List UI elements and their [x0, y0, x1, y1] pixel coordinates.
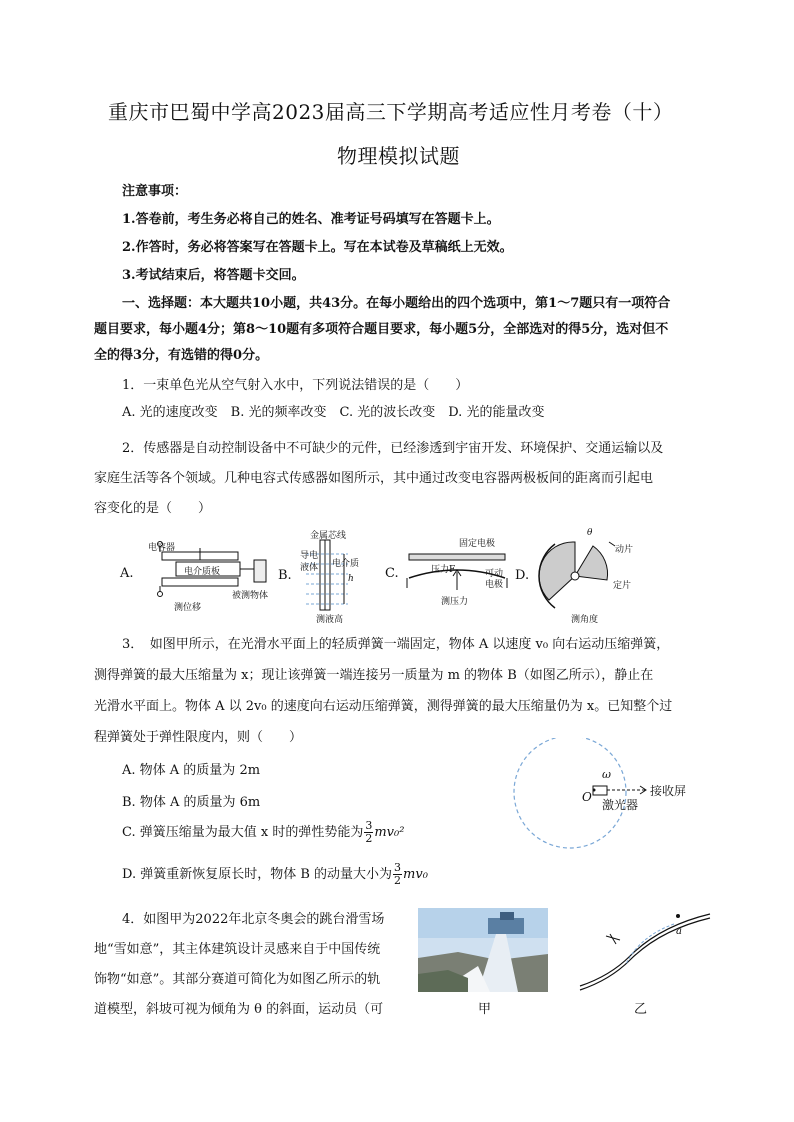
option-c-expression: mv₀² — [374, 825, 405, 840]
label-point-a: a — [676, 926, 682, 937]
section-instructions: 一、选择题：本大题共10小题，共43分。在每小题给出的四个选项中，第1～7题只有一项符合 — [122, 296, 671, 311]
label-liquid: 液体 — [300, 563, 319, 573]
question-2-text: 2．传感器是自动控制设备中不可缺少的元件，已经渗透到宇宙开发、环境保护、交通运输以及 — [122, 441, 664, 456]
fraction-denominator: 2 — [394, 874, 402, 887]
label-pressure-force: 压力F — [431, 565, 456, 575]
figure-c-pressure — [385, 532, 515, 612]
label-center-o: O — [582, 790, 592, 804]
label-dielectric: 电介质 — [332, 559, 360, 569]
label-moving-plate: 动片 — [615, 545, 634, 555]
label-fixed-plate: 定片 — [613, 581, 632, 591]
question-4-text: 道模型，斜坡可视为倾角为 θ 的斜面，运动员（可 — [94, 1002, 384, 1017]
notice-heading: 注意事项： — [122, 184, 188, 199]
fraction — [393, 862, 402, 887]
figure-a-capacitor-displacement — [120, 532, 280, 612]
figure-rotating-laser — [510, 738, 710, 850]
figure-d-label: D. — [515, 568, 530, 583]
label-conductive: 导电 — [300, 551, 319, 561]
fraction-numerator: 3 — [365, 819, 373, 832]
figure-b-liquid-level — [278, 524, 388, 624]
option-d-text: D. 弹簧重新恢复原长时，物体 B 的动量大小为 — [122, 867, 393, 882]
track-caption: 乙 — [634, 1002, 648, 1017]
label-receiver-screen: 接收屏 — [650, 784, 687, 798]
ski-jump-photo — [418, 908, 548, 992]
label-laser: 激光器 — [602, 798, 639, 812]
label-capacitor: 电容器 — [148, 543, 176, 553]
question-4-text: 地“雪如意”，其主体建筑设计灵感来自于中国传统 — [94, 942, 381, 957]
question-4-text: 饰物“如意”。其部分赛道可简化为如图乙所示的轨 — [94, 972, 381, 987]
question-3-option-b: B. 物体 A 的质量为 6m — [122, 795, 261, 810]
figure-c-label: C. — [385, 566, 399, 581]
question-3-option-a: A. 物体 A 的质量为 2m — [122, 763, 261, 778]
label-omega: ω — [602, 768, 611, 781]
label-measure-angle: 测角度 — [571, 615, 599, 625]
notice-item: 3.考试结束后，将答题卡交回。 — [122, 268, 305, 283]
question-3-text: 测得弹簧的最大压缩量为 x；现让该弹簧一端连接另一质量为 m 的物体 B（如图乙所示），静止在 — [94, 668, 654, 683]
notice-item: 1.答卷前，考生务必将自己的姓名、准考证号码填写在答题卡上。 — [122, 212, 500, 227]
page-subtitle: 物理模拟试题 — [337, 144, 460, 168]
question-4-text: 4．如图甲为2022年北京冬奥会的跳台滑雪场 — [122, 912, 385, 927]
question-3-option-c — [122, 820, 404, 845]
question-3-text: 程弹簧处于弹性限度内，则（ ） — [94, 730, 303, 745]
label-movable: 可动 — [485, 569, 504, 579]
option-d-expression: mv₀ — [403, 867, 428, 882]
label-measure-displacement: 测位移 — [174, 603, 202, 613]
label-measure-pressure: 测压力 — [441, 597, 469, 607]
section-instructions: 全的得3分，有选错的得0分。 — [94, 348, 269, 363]
ski-track-diagram — [570, 906, 720, 996]
figure-b-label: B. — [278, 568, 292, 583]
page-title: 重庆市巴蜀中学高2023届高三下学期高考适应性月考卷（十） — [108, 100, 674, 124]
fraction — [364, 820, 373, 845]
label-fixed-electrode: 固定电极 — [459, 539, 496, 549]
question-2-text: 容变化的是（ ） — [94, 501, 212, 516]
label-measured-object: 被测物体 — [232, 591, 269, 601]
figure-d-angle — [515, 524, 635, 624]
label-theta: θ — [587, 528, 593, 538]
figure-a-label: A. — [120, 566, 134, 581]
question-2-text: 家庭生活等各个领域。几种电容式传感器如图所示，其中通过改变电容器两极板间的距离而引起电 — [94, 471, 654, 486]
option-c-text: C. 弹簧压缩量为最大值 x 时的弹性势能为 — [122, 825, 364, 840]
label-dielectric-plate: 电介质板 — [184, 567, 221, 577]
fraction-denominator: 2 — [365, 832, 373, 845]
label-measure-level: 测液高 — [316, 615, 344, 625]
label-h: h — [348, 574, 354, 584]
label-electrode: 电极 — [485, 580, 504, 590]
question-3-text: 光滑水平面上。物体 A 以 2v₀ 的速度向右运动压缩弹簧，测得弹簧的最大压缩量仍为 x。已知整个过 — [94, 699, 673, 714]
fraction-numerator: 3 — [394, 861, 402, 874]
question-3-text: 3． 如图甲所示，在光滑水平面上的轻质弹簧一端固定，物体 A 以速度 v₀ 向右运动压缩弹簧， — [122, 637, 670, 652]
question-3-option-d — [122, 862, 428, 887]
photo-caption: 甲 — [478, 1002, 492, 1017]
label-metal-wire: 金属芯线 — [310, 531, 347, 541]
question-1-stem: 1．一束单色光从空气射入水中，下列说法错误的是（ ） — [122, 378, 469, 393]
notice-item: 2.作答时，务必将答案写在答题卡上。写在本试卷及草稿纸上无效。 — [122, 240, 513, 255]
section-instructions: 题目要求，每小题4分；第8～10题有多项符合题目要求，每小题5分，全部选对的得5分，选对但不 — [94, 322, 669, 337]
question-1-options: A. 光的速度改变 B. 光的频率改变 C. 光的波长改变 D. 光的能量改变 — [122, 405, 545, 420]
